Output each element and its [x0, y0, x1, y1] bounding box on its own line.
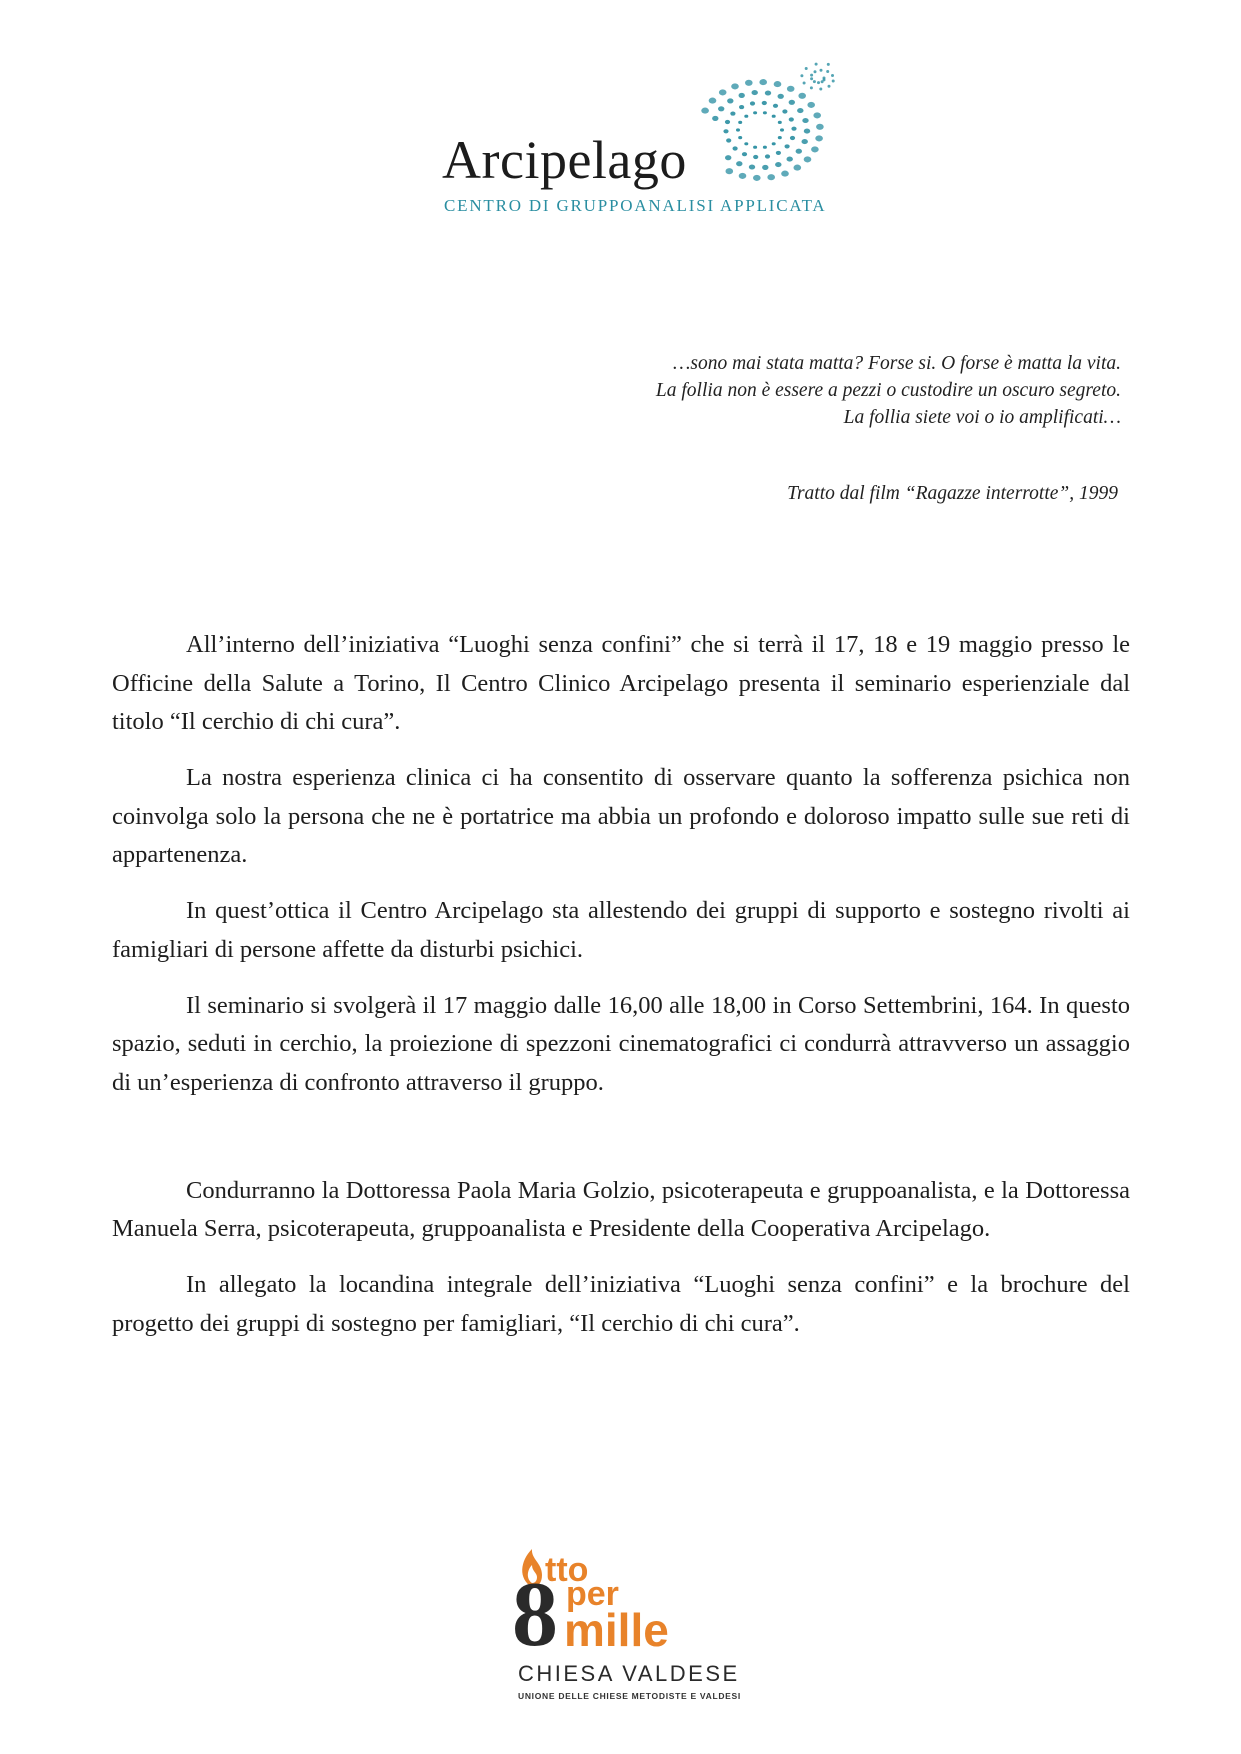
paragraph: In allegato la locandina integrale dell’iniziativa “Luoghi senza confini” e la brochure del progetto dei gruppi di sostegno per famigliari, “Il cerchio di chi cura”. — [112, 1271, 1130, 1337]
spiral-dot — [739, 105, 744, 109]
spiral-dot — [804, 129, 810, 134]
logo-8: 8 — [512, 1563, 558, 1665]
spiral-dot — [810, 86, 813, 89]
spiral-dot — [739, 173, 747, 179]
spiral-dot — [827, 63, 830, 66]
spiral-dot — [744, 115, 748, 118]
spiral-dot — [742, 152, 747, 156]
spiral-dot — [832, 80, 835, 83]
otto-per-mille-logo — [512, 1545, 752, 1701]
logo-per: per — [566, 1575, 619, 1613]
spiral-dot — [738, 121, 742, 124]
spiral-dot — [813, 80, 816, 83]
spiral-dot — [787, 86, 795, 92]
spiral-dot — [815, 63, 818, 66]
spiral-dot — [739, 93, 745, 98]
logo-tto: tto — [545, 1551, 589, 1589]
spiral-dot — [800, 74, 803, 77]
spiral-dot — [745, 80, 753, 86]
spiral-dot — [810, 74, 813, 77]
spiral-dot — [816, 124, 824, 130]
spiral-dot — [826, 70, 829, 73]
spiral-dot — [819, 88, 822, 91]
spiral-dot — [730, 112, 735, 116]
spiral-dot — [763, 111, 767, 114]
spiral-dot — [796, 149, 802, 154]
spiral-dot — [750, 101, 755, 105]
spiral-dot — [719, 89, 727, 95]
paragraph: All’interno dell’iniziativa “Luoghi senza confini” che si terrà il 17, 18 e 19 maggio presso le Officine della Salute a Torino, Il Centro Clinico Arcipelago presenta il seminario esperienziale dal titolo “Il cerchio di chi cura”. — [112, 631, 1130, 735]
spiral-dot — [749, 164, 755, 169]
spiral-dot — [811, 146, 819, 152]
spiral-dot — [798, 93, 806, 99]
spiral-dot — [712, 116, 718, 121]
spiral-dot — [810, 77, 813, 80]
spiral-dot — [815, 135, 823, 141]
spiral-dot — [802, 118, 808, 123]
spiral-dot — [763, 146, 767, 149]
spiral-dot — [778, 121, 782, 124]
paragraph-gap — [112, 1120, 1130, 1172]
epigraph-quote — [421, 350, 1121, 431]
spiral-dot — [804, 156, 812, 162]
spiral-dot — [813, 112, 821, 118]
spiral-dot — [794, 165, 802, 171]
spiral-dot — [817, 81, 820, 84]
spiral-dot — [831, 74, 834, 77]
spiral-dot — [776, 151, 781, 155]
spiral-dot — [765, 154, 770, 158]
logo-name: Arcipelago — [442, 130, 687, 190]
spiral-dot — [789, 100, 795, 105]
spiral-dot — [781, 171, 789, 177]
spiral-dot — [767, 174, 775, 180]
spiral-dot — [731, 83, 739, 89]
spiral-dot — [773, 104, 778, 108]
spiral-dot — [772, 115, 776, 118]
spiral-dot — [753, 111, 757, 114]
otto-per-mille-mark — [512, 1545, 752, 1665]
spiral-dot — [802, 139, 808, 144]
paragraph: Condurranno la Dottoressa Paola Maria Golzio, psicoterapeuta e gruppoanalista, e la Dottoressa Manuela Serra, psicoterapeuta, gruppoanalista e Presidente della Cooperativa Arcipelago. — [112, 1176, 1130, 1242]
letter-body — [112, 626, 1130, 1361]
spiral-dot — [726, 168, 734, 174]
spiral-dot — [820, 69, 823, 72]
spiral-dot — [782, 109, 787, 113]
spiral-dot — [762, 101, 767, 105]
spiral-dot — [774, 81, 782, 87]
spiral-dot — [765, 90, 771, 95]
logo-union: UNIONE DELLE CHIESE METODISTE E VALDESI — [518, 1691, 741, 1701]
spiral-dot — [821, 80, 824, 83]
spiral-dot — [744, 142, 748, 145]
quote-source: Tratto dal film “Ragazze interrotte”, 1999 — [787, 483, 1118, 504]
spiral-dot — [780, 128, 784, 131]
spiral-dot — [736, 128, 740, 131]
quote-line: La follia non è essere a pezzi o custodire un oscuro segreto. — [655, 380, 1121, 401]
spiral-dot — [805, 67, 808, 70]
spiral-dot — [828, 85, 831, 88]
spiral-dot — [778, 94, 784, 99]
spiral-dot — [725, 155, 731, 160]
quote-line: …sono mai stata matta? Forse si. O forse è matta la vita. — [673, 353, 1121, 374]
spiral-dot — [752, 90, 758, 95]
spiral-dot — [790, 136, 795, 140]
logo-subtitle: CENTRO DI GRUPPOANALISI APPLICATA — [444, 196, 827, 215]
spiral-dot — [727, 98, 733, 103]
spiral-dot — [733, 146, 738, 150]
spiral-dot — [753, 146, 757, 149]
spiral-dot — [753, 175, 761, 181]
spiral-dot — [807, 102, 815, 108]
spiral-dot — [753, 155, 758, 159]
spiral-dot — [789, 117, 794, 121]
arcipelago-logo — [430, 50, 850, 230]
spiral-dot — [725, 120, 730, 124]
spiral-dot — [738, 136, 742, 139]
paragraph: Il seminario si svolgerà il 17 maggio dalle 16,00 alle 18,00 in Corso Settembrini, 164. In questo spazio, seduti in cerchio, la proiezione di spezzoni cinematografici ci condurrà attravverso un assaggio di un’esperienza di confronto attraverso il gruppo. — [112, 991, 1130, 1096]
paragraph: In quest’ottica il Centro Arcipelago sta allestendo dei gruppi di supporto e sostegno rivolti ai famigliari di persone affette da disturbi psichici. — [112, 897, 1130, 963]
spiral-dot — [726, 138, 731, 142]
spiral-dot — [775, 162, 781, 167]
spiral-dot — [718, 106, 724, 111]
spiral-dot — [787, 157, 793, 162]
spiral-dot — [762, 165, 768, 170]
spiral-dot — [759, 79, 767, 85]
logo-church: CHIESA VALDESE — [518, 1661, 740, 1686]
dotted-spiral-icon — [680, 50, 860, 200]
quote-line: La follia siete voi o io amplificati… — [843, 407, 1121, 428]
spiral-dot — [785, 144, 790, 148]
spiral-dot — [778, 136, 782, 139]
spiral-dot — [791, 127, 796, 131]
logo-mille: mille — [564, 1604, 669, 1656]
spiral-dot — [709, 98, 717, 104]
spiral-dot — [814, 70, 817, 73]
spiral-dot — [772, 142, 776, 145]
paragraph: La nostra esperienza clinica ci ha consentito di osservare quanto la sofferenza psichica non coinvolga solo la persona che ne è portatrice ma abbia un profondo e doloroso impatto sulle sue reti di appartenenza. — [112, 764, 1130, 868]
spiral-dot — [736, 161, 742, 166]
spiral-dot — [723, 129, 728, 133]
spiral-dot — [803, 82, 806, 85]
spiral-dot — [797, 108, 803, 113]
spiral-dot — [701, 108, 709, 114]
